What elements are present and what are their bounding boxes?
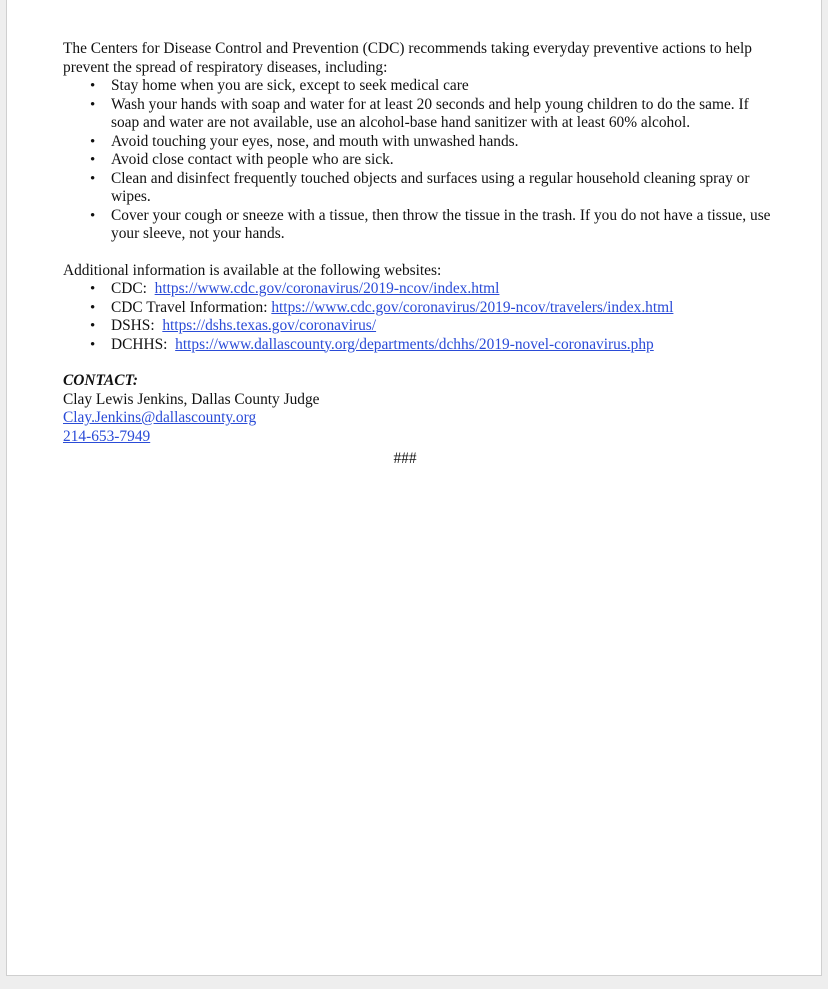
website-label: DSHS: — [111, 317, 155, 334]
spacer — [63, 244, 773, 262]
website-link-dchhs[interactable]: https://www.dallascounty.org/departments/dchhs/2019-novel-coronavirus.php — [175, 335, 654, 353]
website-item-dchhs — [63, 336, 773, 355]
list-item: • Avoid touching your eyes, nose, and mouth with unwashed hands. — [63, 133, 773, 152]
website-link-dshs[interactable]: https://dshs.texas.gov/coronavirus/ — [162, 317, 377, 334]
contact-phone-link[interactable]: 214-653-7949 — [63, 427, 151, 445]
contact-heading: CONTACT: — [63, 372, 138, 389]
document-body — [63, 40, 773, 469]
website-label: CDC Travel Information: — [111, 298, 268, 316]
website-label: DCHHS: — [111, 335, 168, 353]
website-link-cdc[interactable]: https://www.cdc.gov/coronavirus/2019-ncov/index.html — [154, 280, 500, 297]
intro-paragraph: The Centers for Disease Control and Prevention (CDC) recommends taking everyday preventive actions to help prevent the spread of respiratory diseases, including: — [63, 40, 752, 76]
websites-intro: Additional information is available at the following websites: — [63, 261, 442, 279]
list-item: • Avoid close contact with people who are sick. — [63, 151, 773, 170]
website-item-cdc — [63, 280, 773, 299]
website-label: CDC: — [111, 280, 147, 297]
list-item: • Wash your hands with soap and water for at least 20 seconds and help young children to do the same. If soap and water are not available, use an alcohol-base hand sanitizer with at least 60% alcohol. — [63, 96, 773, 133]
list-item: • Stay home when you are sick, except to seek medical care — [63, 77, 773, 96]
spacer — [63, 354, 773, 372]
contact-email-link[interactable]: Clay.Jenkins@dallascounty.org — [63, 409, 257, 426]
document-page — [6, 0, 822, 976]
contact-name: Clay Lewis Jenkins, Dallas County Judge — [63, 390, 320, 408]
end-mark: ### — [393, 450, 417, 467]
list-item: • Cover your cough or sneeze with a tissue, then throw the tissue in the trash. If you do not have a tissue, use your sleeve, not your hands. — [63, 207, 773, 244]
website-item-cdc-travel — [63, 299, 773, 318]
websites-list — [63, 280, 773, 354]
website-link-cdc-travel[interactable]: https://www.cdc.gov/coronavirus/2019-ncov/travelers/index.html — [271, 298, 674, 316]
website-item-dshs — [63, 317, 773, 336]
list-item: • Clean and disinfect frequently touched objects and surfaces using a regular household cleaning spray or wipes. — [63, 170, 773, 207]
preventive-actions-list — [63, 77, 773, 244]
